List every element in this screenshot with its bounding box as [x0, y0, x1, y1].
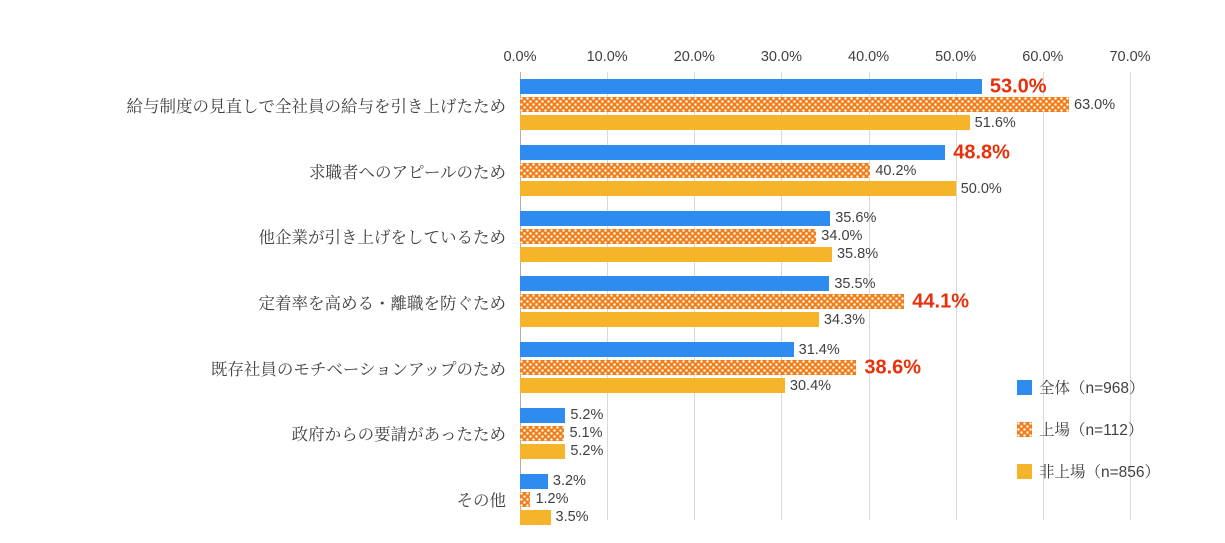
bar[interactable]: [520, 444, 565, 459]
bar[interactable]: [520, 408, 565, 423]
legend-label: 非上場（n=856）: [1039, 464, 1161, 481]
x-axis-tick-label: 70.0%: [1109, 49, 1151, 65]
legend-item[interactable]: [1017, 450, 1217, 492]
bar-row: [520, 275, 876, 292]
bar-value-label: 63.0%: [1074, 96, 1116, 113]
x-axis-tick-label: 40.0%: [848, 49, 890, 65]
legend-swatch: [1017, 464, 1032, 479]
bar[interactable]: [520, 181, 956, 196]
x-axis-tick-label: 10.0%: [586, 49, 628, 65]
bar[interactable]: [520, 426, 564, 441]
bar-row: [520, 180, 1002, 197]
category-label: 政府からの要請があったため: [291, 426, 506, 445]
category-label: 求職者へのアピールのため: [308, 163, 506, 182]
bar-row: [520, 425, 603, 442]
bar-value-label: 51.6%: [974, 114, 1016, 131]
category-group: [258, 269, 1130, 335]
category-group: [126, 72, 1130, 138]
category-label: 他企業が引き上げをしているため: [258, 229, 506, 248]
bar-row: [520, 311, 866, 328]
bar-value-label: 35.8%: [836, 246, 879, 263]
x-axis-tick-label: 0.0%: [503, 49, 537, 65]
bar[interactable]: [520, 510, 551, 525]
legend-swatch: [1017, 380, 1032, 395]
bar[interactable]: [520, 229, 816, 244]
x-axis-tick-label: 60.0%: [1022, 49, 1064, 65]
bar-row: [520, 341, 840, 358]
bar[interactable]: [520, 276, 829, 291]
bar-row: [520, 491, 569, 508]
bar-value-label: 30.4%: [789, 377, 832, 394]
bar-row: [520, 141, 1010, 164]
bar-value-label: 1.2%: [535, 491, 569, 508]
bar-row: [520, 290, 970, 313]
legend-label: 上場（n=112）: [1039, 422, 1144, 439]
bar[interactable]: [520, 211, 830, 226]
bar-value-label: 3.5%: [555, 509, 589, 526]
bar-value-label: 3.2%: [552, 473, 586, 490]
bar-row: [520, 96, 1116, 113]
bar-row: [520, 210, 877, 227]
bar-row: [520, 407, 604, 424]
bar-value-label: 48.8%: [953, 141, 1010, 164]
bar-value-label: 34.3%: [823, 311, 866, 328]
chart-legend: [1017, 366, 1217, 492]
bar[interactable]: [520, 378, 785, 393]
bar[interactable]: [520, 294, 904, 309]
x-axis-tick-label: 30.0%: [760, 49, 802, 65]
bar-value-label: 34.0%: [821, 228, 863, 245]
x-axis-tick-label: 50.0%: [935, 49, 977, 65]
bar-value-label: 50.0%: [960, 180, 1002, 197]
legend-item[interactable]: [1017, 366, 1217, 408]
bar-row: [520, 509, 589, 526]
bar[interactable]: [520, 115, 970, 130]
bar[interactable]: [520, 145, 945, 160]
category-group: [308, 138, 1130, 204]
legend-label: 全体（n=968）: [1039, 380, 1145, 397]
bar-value-label: 44.1%: [912, 290, 970, 313]
bar-row: [520, 377, 832, 394]
category-label: 給与制度の見直しで全社員の給与を引き上げたため: [126, 97, 506, 116]
bar[interactable]: [520, 360, 856, 375]
bar-row: [520, 443, 604, 460]
bar-value-label: 5.1%: [569, 425, 603, 442]
bar-row: [520, 356, 922, 379]
bar-value-label: 40.2%: [875, 162, 917, 179]
bar[interactable]: [520, 312, 819, 327]
category-label: 既存社員のモチベーションアップのため: [210, 360, 506, 379]
bar-row: [520, 75, 1047, 98]
bar-row: [520, 114, 1016, 131]
bar-value-label: 35.5%: [834, 275, 876, 292]
bar-row: [520, 228, 863, 245]
bar[interactable]: [520, 342, 794, 357]
bar[interactable]: [520, 163, 870, 178]
bar-value-label: 5.2%: [570, 407, 604, 424]
bar-value-label: 53.0%: [989, 75, 1047, 98]
bar-row: [520, 473, 586, 490]
bar-row: [520, 246, 879, 263]
bar-value-label: 31.4%: [798, 341, 840, 358]
legend-item[interactable]: [1017, 408, 1217, 450]
bar-value-label: 38.6%: [864, 356, 922, 379]
bar[interactable]: [520, 474, 548, 489]
bar-value-label: 35.6%: [835, 210, 877, 227]
bar[interactable]: [520, 79, 982, 94]
legend-swatch: [1017, 422, 1032, 437]
x-axis-tick-label: 20.0%: [673, 49, 715, 65]
bar-value-label: 5.2%: [570, 443, 604, 460]
category-label: その他: [456, 492, 506, 511]
category-label: 定着率を高める・離職を防ぐため: [258, 294, 506, 313]
bar[interactable]: [520, 247, 832, 262]
bar-row: [520, 162, 917, 179]
category-group: [258, 203, 1130, 269]
bar[interactable]: [520, 97, 1069, 112]
bar[interactable]: [520, 492, 530, 507]
